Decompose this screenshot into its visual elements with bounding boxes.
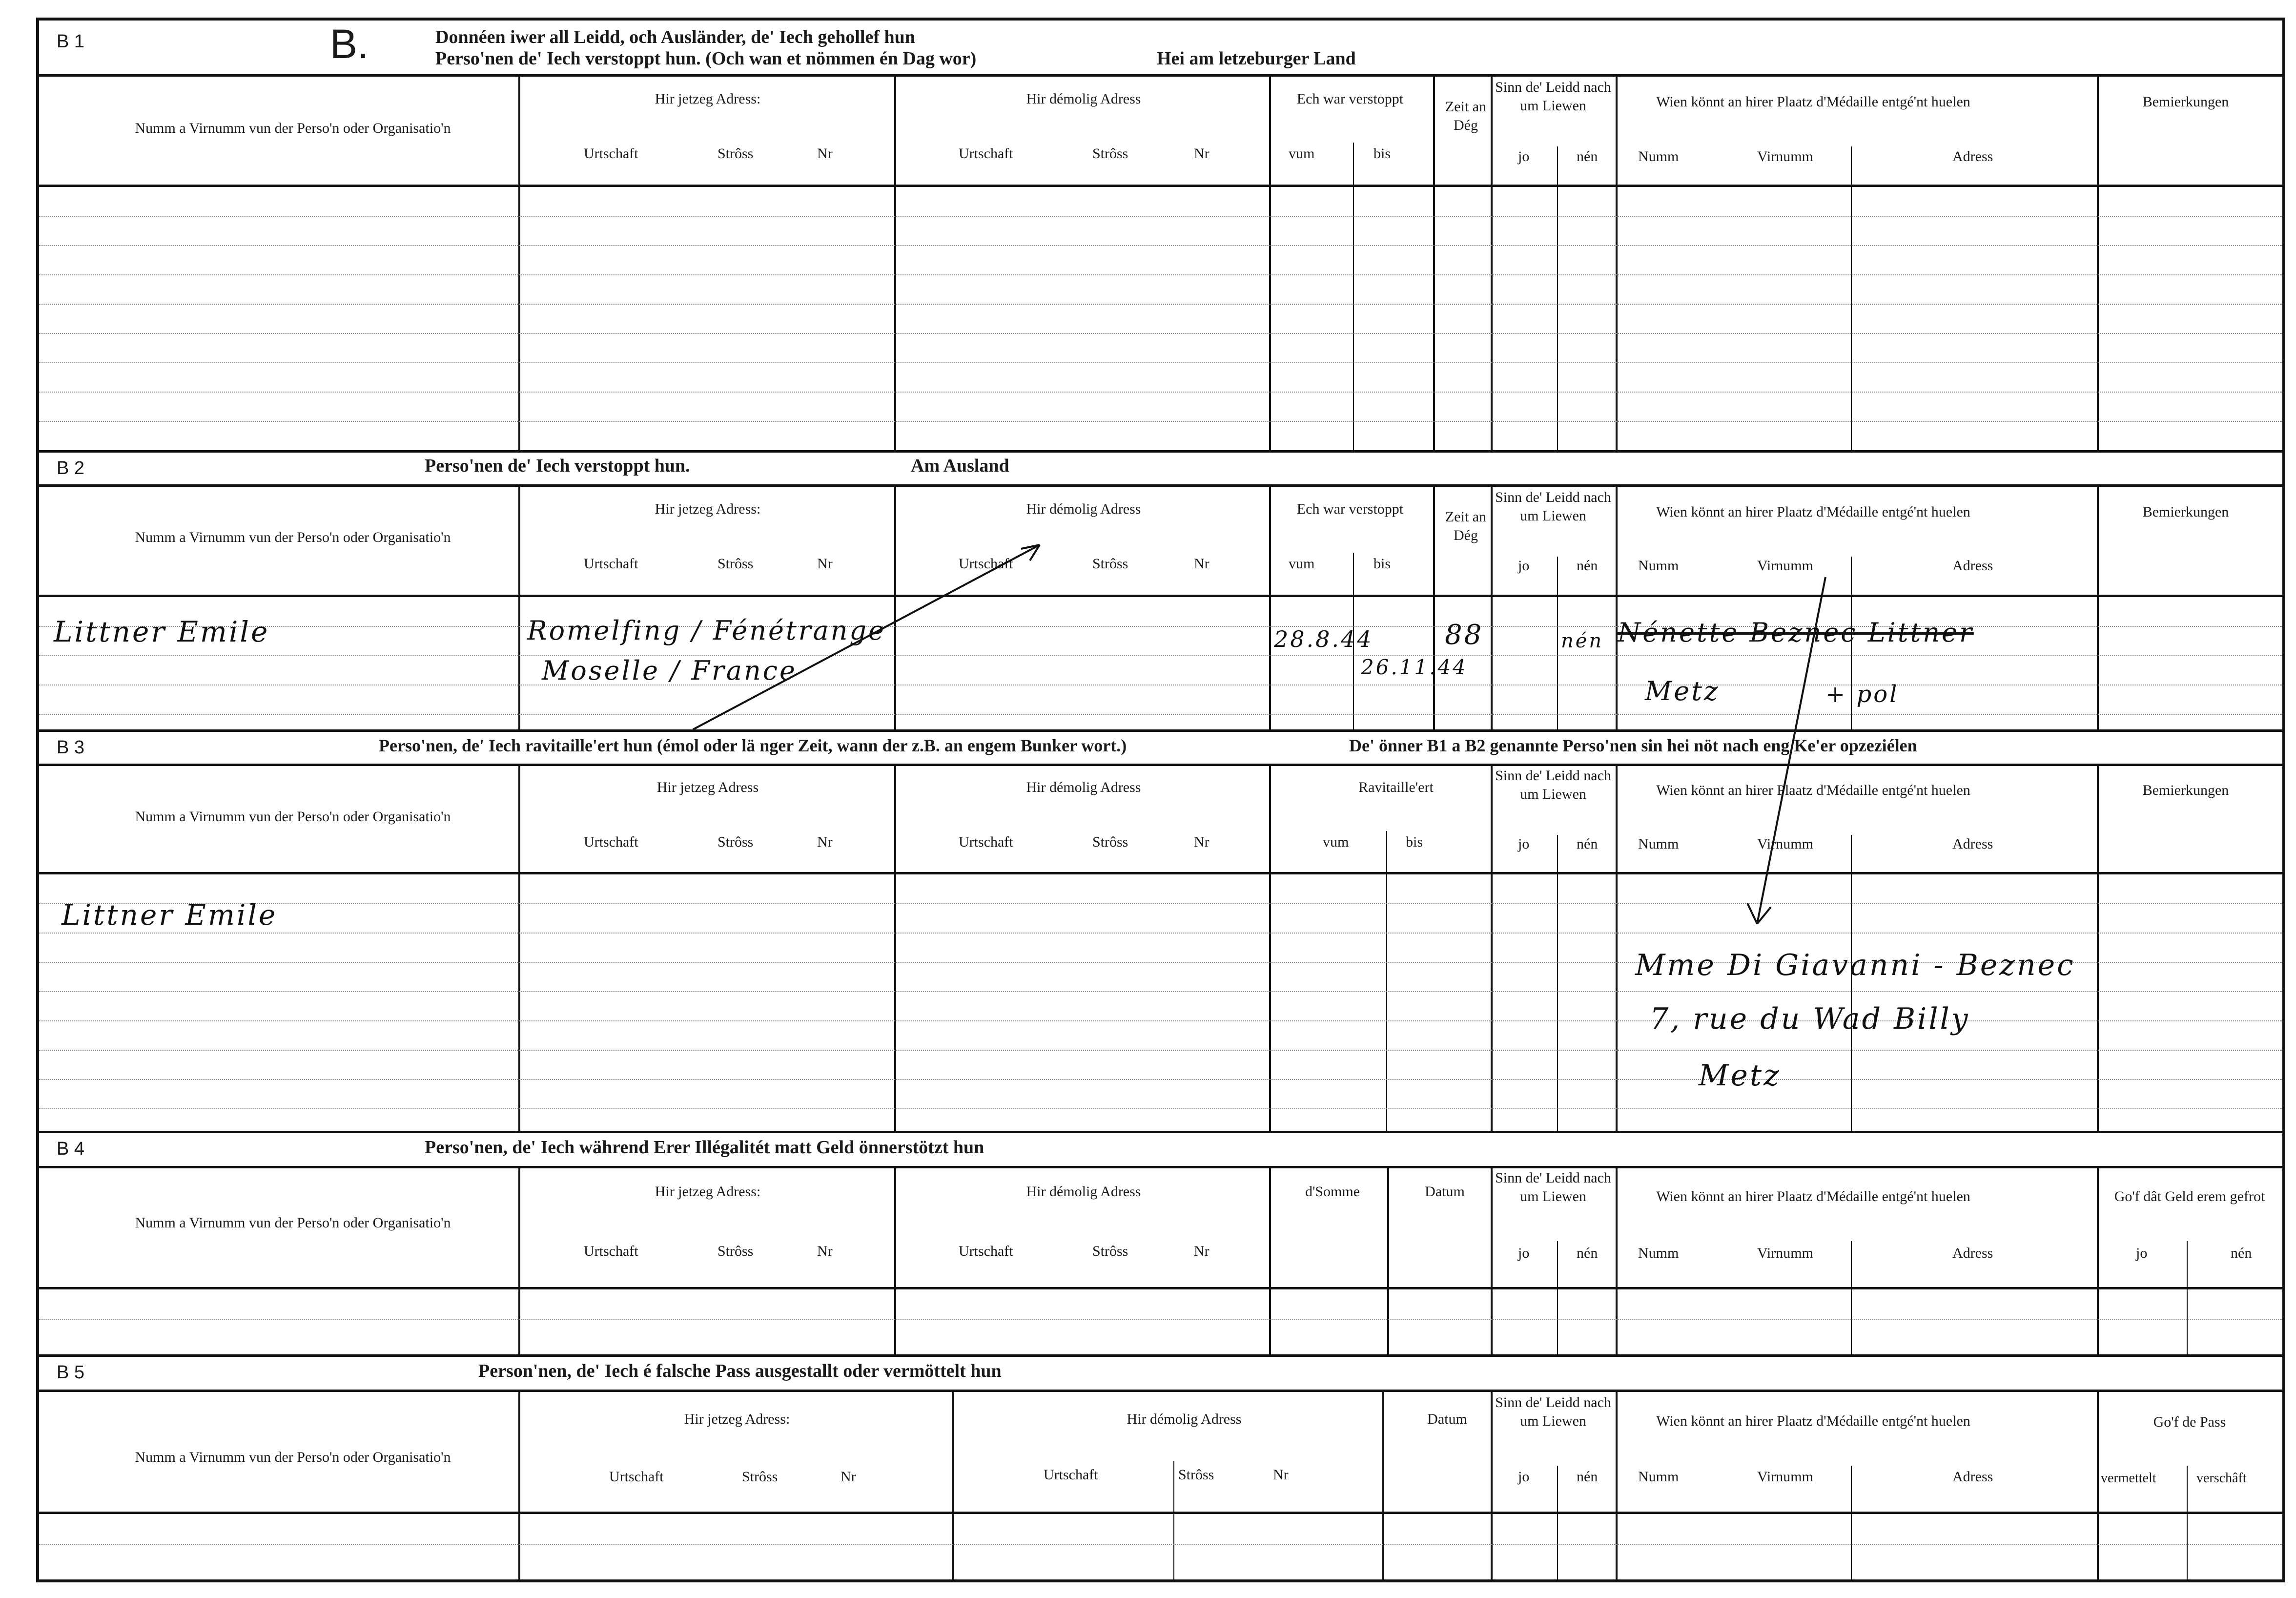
b5-made-header: verschâft — [2196, 1471, 2247, 1486]
b4-firstname-header: Virnumm — [1757, 1245, 1813, 1261]
b4-medal-header: Wien könnt an hirer Plaatz d'Médaille entgé'nt huelen — [1656, 1188, 1970, 1204]
b1-nr-header: Nr — [817, 145, 833, 162]
b1-firstname-header: Virnumm — [1757, 148, 1813, 165]
b5-current-address-header: Hir jetzeg Adress: — [684, 1411, 790, 1427]
b3-title-b: De' önner B1 a B2 genannte Perso'nen sin hei nöt nach eng Ke'er opzeziélen — [1349, 736, 1917, 755]
b2-days-header: Zeit an Dég — [1445, 509, 1487, 543]
b4-alive-header: Sinn de' Leidd nach um Liewen — [1495, 1170, 1611, 1204]
b1-name-col-header: Numm a Virnumm vun der Perso'n oder Organisatio'n — [135, 120, 451, 136]
b3-entry-medal-line2: 7, rue du Wad Billy — [1650, 1002, 1970, 1036]
b3-entry-name: Littner Emile — [62, 898, 278, 932]
b2-entry-medal-line2b: + pol — [1825, 681, 1899, 708]
b5-no-header: nén — [1577, 1469, 1598, 1485]
b3-no-header: nén — [1577, 836, 1598, 852]
b4-no-header-2: nén — [2231, 1245, 2252, 1261]
b5-medal-header: Wien könnt an hirer Plaatz d'Médaille entgé'nt huelen — [1656, 1413, 1970, 1429]
b1-days-header: Zeit an Dég — [1445, 99, 1487, 133]
b5-address-header: Adress — [1952, 1469, 1993, 1485]
b4-sum-header: d'Somme — [1305, 1183, 1360, 1200]
form-sheet-b — [36, 18, 2285, 1582]
b4-nr-header: Nr — [817, 1243, 833, 1259]
b1-to-header: bis — [1374, 145, 1391, 162]
b4-nr-header-2: Nr — [1194, 1243, 1210, 1259]
b1-current-address-header: Hir jetzeg Adress: — [655, 91, 761, 107]
b2-hidden-header: Ech war verstoppt — [1296, 501, 1404, 517]
b1-surname-header: Numm — [1638, 148, 1679, 165]
b2-address-header: Adress — [1952, 558, 1993, 574]
b3-surname-header: Numm — [1638, 836, 1679, 852]
b2-yes-header: jo — [1518, 558, 1530, 574]
b3-name-col-header: Numm a Virnumm vun der Perso'n oder Organisatio'n — [135, 809, 451, 825]
b4-yes-header-2: jo — [2136, 1245, 2148, 1261]
b2-street-header: Strôss — [718, 556, 754, 572]
b2-entry-current-line2: Moselle / France — [542, 655, 797, 686]
b2-former-address-header: Hir démolig Adress — [1026, 501, 1141, 517]
b5-nr-header-2: Nr — [1273, 1467, 1289, 1483]
b5-alive-header: Sinn de' Leidd nach um Liewen — [1495, 1394, 1611, 1429]
b2-nr-header: Nr — [817, 556, 833, 572]
b3-entry-medal-line1: Mme Di Giavanni - Beznec — [1635, 948, 2075, 982]
b2-entry-medal-line1: Nénette Beznec Littner — [1618, 617, 1974, 648]
b3-former-address-header: Hir démolig Adress — [1026, 779, 1141, 795]
b5-surname-header: Numm — [1638, 1469, 1679, 1485]
b5-street-header: Strôss — [742, 1469, 778, 1485]
b3-from-header: vum — [1323, 834, 1349, 850]
b3-medal-header: Wien könnt an hirer Plaatz d'Médaille entgé'nt huelen — [1656, 782, 1970, 798]
b4-town-header: Urtschaft — [584, 1243, 638, 1259]
b2-medal-header: Wien könnt an hirer Plaatz d'Médaille entgé'nt huelen — [1656, 504, 1970, 520]
b2-firstname-header: Virnumm — [1757, 558, 1813, 574]
b1-medal-header: Wien könnt an hirer Plaatz d'Médaille entgé'nt huelen — [1656, 94, 1970, 110]
b5-town-header-2: Urtschaft — [1044, 1467, 1098, 1483]
b2-nr-header-2: Nr — [1194, 556, 1210, 572]
b2-entry-medal-line2: Metz — [1645, 676, 1720, 706]
b2-no-header: nén — [1577, 558, 1598, 574]
header-line-2b: Hei am letzeburger Land — [1157, 48, 1356, 69]
b1-nr-header-2: Nr — [1194, 145, 1210, 162]
b2-entry-current-line1: Romelfing / Fénétrange — [527, 615, 886, 646]
b3-nr-header-2: Nr — [1194, 834, 1210, 850]
b2-name-col-header: Numm a Virnumm vun der Perso'n oder Organisatio'n — [135, 529, 451, 545]
b2-from-header: vum — [1289, 556, 1315, 572]
b2-title: Perso'nen de' Iech verstoppt hun. — [425, 456, 690, 476]
b3-supplied-header: Ravitaille'ert — [1358, 779, 1434, 795]
b3-street-header: Strôss — [718, 834, 754, 850]
form-letter: B. — [330, 21, 369, 67]
header-line-2: Perso'nen de' Iech verstoppt hun. (Och wan et nömmen én Dag wor) — [435, 48, 977, 69]
b2-street-header-2: Strôss — [1092, 556, 1128, 572]
header-line-1: Donnéen iwer all Leidd, och Ausländer, de' Iech gehollef hun — [435, 27, 915, 47]
b1-town-header-2: Urtschaft — [959, 145, 1013, 162]
b3-firstname-header: Virnumm — [1757, 836, 1813, 852]
b3-nr-header: Nr — [817, 834, 833, 850]
b5-firstname-header: Virnumm — [1757, 1469, 1813, 1485]
b1-street-header: Strôss — [718, 145, 754, 162]
b4-money-header: Go'f dât Geld erem gefrot — [2114, 1188, 2265, 1204]
b4-street-header-2: Strôss — [1092, 1243, 1128, 1259]
section-code-b4: B 4 — [57, 1139, 85, 1159]
b2-to-header: bis — [1374, 556, 1391, 572]
handwritten-arrows — [39, 21, 2284, 1583]
b5-name-col-header: Numm a Virnumm vun der Perso'n oder Organisatio'n — [135, 1449, 451, 1465]
b3-town-header: Urtschaft — [584, 834, 638, 850]
arrow-to-former-address — [693, 545, 1040, 729]
b5-yes-header: jo — [1518, 1469, 1530, 1485]
b2-entry-to: 26.11.44 — [1361, 655, 1468, 679]
b4-name-col-header: Numm a Virnumm vun der Perso'n oder Organisatio'n — [135, 1215, 451, 1231]
b3-title: Perso'nen, de' Iech ravitaille'ert hun (émol oder lä nger Zeit, wann der z.B. an engem Bunker wort.) — [379, 736, 1127, 755]
b2-entry-days: 88 — [1445, 619, 1484, 651]
section-code-b1: B 1 — [57, 31, 85, 52]
b3-yes-header: jo — [1518, 836, 1530, 852]
b1-street-header-2: Strôss — [1092, 145, 1128, 162]
b5-title: Person'nen, de' Iech é falsche Pass ausgestallt oder vermöttelt hun — [478, 1361, 1002, 1381]
b5-former-address-header: Hir démolig Adress — [1127, 1411, 1242, 1427]
b3-remarks-header: Bemierkungen — [2142, 782, 2229, 798]
b2-entry-name: Littner Emile — [54, 615, 270, 648]
section-code-b2: B 2 — [57, 458, 85, 478]
arrow-to-medal-recipient — [1757, 577, 1825, 924]
b5-pass-header: Go'f de Pass — [2153, 1414, 2226, 1430]
b1-address-header: Adress — [1952, 148, 1993, 165]
b1-hidden-header: Ech war verstoppt — [1296, 91, 1404, 107]
b1-town-header: Urtschaft — [584, 145, 638, 162]
b1-former-address-header: Hir démolig Adress — [1026, 91, 1141, 107]
b3-to-header: bis — [1406, 834, 1423, 850]
b4-street-header: Strôss — [718, 1243, 754, 1259]
b5-mediated-header: vermettelt — [2101, 1471, 2156, 1486]
b5-town-header: Urtschaft — [609, 1469, 664, 1485]
b1-no-header: nén — [1577, 148, 1598, 165]
b3-alive-header: Sinn de' Leidd nach um Liewen — [1495, 768, 1611, 802]
b5-nr-header: Nr — [840, 1469, 856, 1485]
b4-former-address-header: Hir démolig Adress — [1026, 1183, 1141, 1200]
b3-address-header: Adress — [1952, 836, 1993, 852]
b3-current-address-header: Hir jetzeg Adress — [656, 779, 759, 795]
b2-entry-alive-no: nén — [1561, 630, 1604, 652]
b3-entry-medal-line3: Metz — [1699, 1058, 1781, 1093]
b1-alive-header: Sinn de' Leidd nach um Liewen — [1495, 79, 1611, 114]
b2-surname-header: Numm — [1638, 558, 1679, 574]
b1-remarks-header: Bemierkungen — [2142, 94, 2229, 110]
b5-date-header: Datum — [1427, 1411, 1467, 1427]
b3-town-header-2: Urtschaft — [959, 834, 1013, 850]
b4-no-header: nén — [1577, 1245, 1598, 1261]
b2-current-address-header: Hir jetzeg Adress: — [655, 501, 761, 517]
b2-title-b: Am Ausland — [911, 456, 1009, 476]
b3-street-header-2: Strôss — [1092, 834, 1128, 850]
b4-address-header: Adress — [1952, 1245, 1993, 1261]
b4-title: Perso'nen, de' Iech während Erer Illégalitét matt Geld önnerstötzt hun — [425, 1137, 984, 1158]
section-code-b3: B 3 — [57, 737, 85, 758]
b2-alive-header: Sinn de' Leidd nach um Liewen — [1495, 489, 1611, 524]
b4-town-header-2: Urtschaft — [959, 1243, 1013, 1259]
b2-town-header-2: Urtschaft — [959, 556, 1013, 572]
b2-town-header: Urtschaft — [584, 556, 638, 572]
b4-yes-header: jo — [1518, 1245, 1530, 1261]
b4-surname-header: Numm — [1638, 1245, 1679, 1261]
b1-yes-header: jo — [1518, 148, 1530, 165]
b5-street-header-2: Strôss — [1178, 1467, 1214, 1483]
b1-from-header: vum — [1289, 145, 1315, 162]
section-code-b5: B 5 — [57, 1362, 85, 1383]
b2-remarks-header: Bemierkungen — [2142, 504, 2229, 520]
b4-current-address-header: Hir jetzeg Adress: — [655, 1183, 761, 1200]
b4-date-header: Datum — [1425, 1183, 1465, 1200]
b2-entry-from: 28.8.44 — [1274, 626, 1374, 652]
